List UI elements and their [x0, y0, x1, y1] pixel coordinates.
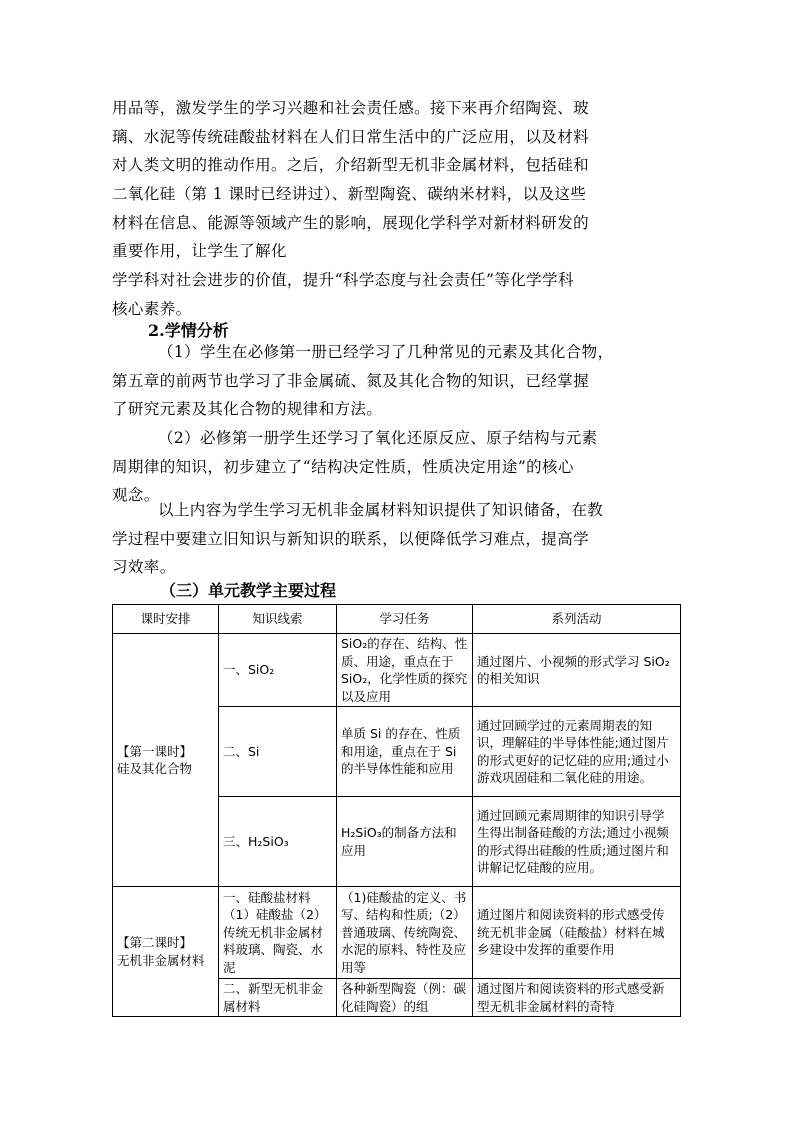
text-line: 学过程中要建立旧知识与新知识的联系，以便降低学习难点，提高学	[112, 529, 590, 548]
text-line: 用品等，激发学生的学习兴趣和社会责任感。接下来再介绍陶瓷、玻	[112, 99, 590, 117]
text-line: 材料在信息、能源等领域产生的影响，展现化学科学对新材料研发的	[112, 213, 590, 232]
teaching-process-table	[112, 604, 681, 1017]
intro-paragraph	[112, 94, 682, 324]
learner-paragraph-3	[112, 496, 682, 582]
activity-cell: 通过图片和阅读资料的形式感受传统无机非金属（硅酸盐）材料在城乡建设中发挥的重要作用	[473, 887, 681, 979]
activity-cell: 通过回顾学过的元素周期表的知识，理解硅的半导体性能;通过图片的形式更好的记忆硅的应用;通过小游戏巩固硅和二氧化硅的用途。	[473, 707, 681, 797]
header-cell: 课时安排	[113, 605, 219, 634]
clue-cell: 二、Si	[219, 707, 337, 797]
text-line: 习效率。	[112, 558, 176, 577]
text-line: 以上内容为学生学习无机非金属材料知识提供了知识储备，在教	[158, 501, 604, 519]
text-line: 第五章的前两节也学习了非金属硫、氮及其化合物的知识，已经掌握	[112, 371, 590, 390]
lesson-cell	[113, 887, 219, 1017]
clue-cell: 一、SiO₂	[219, 634, 337, 707]
header-cell: 系列活动	[473, 605, 681, 634]
table-header-row	[113, 605, 681, 634]
clue-cell	[219, 979, 337, 1017]
section-heading-learner-analysis: 2.学情分析	[148, 321, 229, 340]
task-text: 各种新型陶瓷（例：碳化硅陶瓷）的组	[341, 981, 467, 1014]
task-cell: （1)硅酸盐的定义、书写、结构和性质;（2）普通玻璃、传统陶瓷、水泥的原料、特性及应用等	[337, 887, 473, 979]
text-line: 学学科对社会进步的价值，提升“科学态度与社会责任”等化学学科	[112, 271, 574, 290]
clue-text: 二、新型无机非金属材料	[223, 981, 324, 1014]
text-line: 二氧化硅（第 1 课时已经讲过）、新型陶瓷、碳纳米材料，以及这些	[112, 185, 587, 204]
header-cell: 学习任务	[337, 605, 473, 634]
text-line: 璃、水泥等传统硅酸盐材料在人们日常生活中的广泛应用，以及材料	[112, 127, 590, 146]
clue-cell: 三、H₂SiO₃	[219, 797, 337, 887]
activity-text: 通过图片和阅读资料的形式感受新型无机非金属材料的奇特	[477, 981, 665, 1014]
lesson-title: 【第一课时】	[117, 743, 193, 759]
text-line: 对人类文明的推动作用。之后，介绍新型无机非金属材料，包括硅和	[112, 156, 590, 175]
learner-paragraph-1	[112, 338, 682, 424]
lesson-subtitle: 硅及其化合物	[117, 761, 193, 776]
section-heading-teaching-process: （三）单元教学主要过程	[160, 581, 337, 600]
header-cell: 知识线索	[219, 605, 337, 634]
activity-cell: 通过回顾元素周期律的知识引导学生得出制备硅酸的方法;通过小视频的形式得出硅酸的性质;通过图片和讲解记忆硅酸的应用。	[473, 797, 681, 887]
task-cell: SiO₂的存在、结构、性质、用途，重点在于 SiO₂，化学性质的探究以及应用	[337, 634, 473, 707]
activity-cell	[473, 979, 681, 1017]
lesson-title: 【第二课时】	[117, 935, 193, 950]
task-cell: 单质 Si 的存在、性质和用途，重点在于 Si 的半导体性能和应用	[337, 707, 473, 797]
task-cell: H₂SiO₃的制备方法和应用	[337, 797, 473, 887]
lesson-cell	[113, 634, 219, 887]
table-row	[113, 887, 681, 979]
text-line: 重要作用，让学生了解化	[112, 242, 287, 261]
text-line: （2）必修第一册学生还学习了氧化还原反应、原子结构与元素	[158, 429, 598, 447]
text-line: （1）学生在必修第一册已经学习了几种常见的元素及其化合物，	[158, 343, 614, 361]
table-row	[113, 634, 681, 707]
text-line: 了研究元素及其化合物的规律和方法。	[112, 400, 383, 419]
text-line: 核心素养。	[112, 299, 192, 318]
text-line: 周期律的知识，初步建立了“结构决定性质，性质决定用途”的核心	[112, 457, 574, 476]
text-line: 观念。	[112, 486, 160, 505]
task-cell	[337, 979, 473, 1017]
activity-cell: 通过图片、小视频的形式学习 SiO₂的相关知识	[473, 634, 681, 707]
clue-cell: 一、硅酸盐材料（1）硅酸盐（2）传统无机非金属材料玻璃、陶瓷、水泥	[219, 887, 337, 979]
lesson-subtitle: 无机非金属材料	[117, 952, 205, 968]
